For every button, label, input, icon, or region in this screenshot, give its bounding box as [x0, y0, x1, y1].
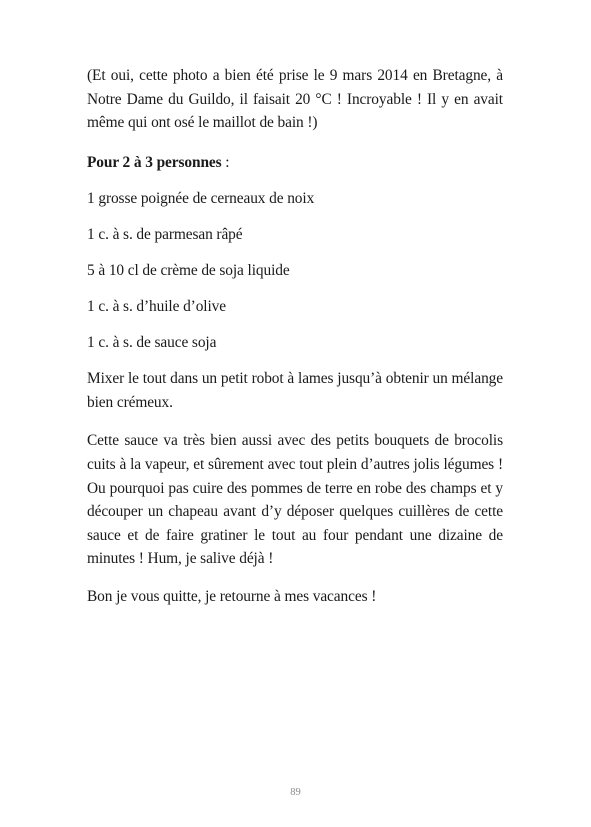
method-paragraph: Mixer le tout dans un petit robot à lames jusqu’à obtenir un mélange bien crémeux. [87, 370, 503, 411]
servings-heading [87, 151, 503, 175]
servings-colon: : [221, 153, 230, 171]
closing-paragraph: Bon je vous quitte, je retourne à mes vacances ! [87, 588, 377, 606]
page-number: 89 [290, 787, 301, 798]
ingredient-item: 1 grosse poignée de cerneaux de noix [87, 190, 315, 208]
ingredient-item: 1 c. à s. de sauce soja [87, 334, 217, 352]
intro-paragraph: (Et oui, cette photo a bien été prise le 9 mars 2014 en Bretagne, à Notre Dame du Guildo, il faisait 20 °C ! Incroyable ! Il y en avait même qui ont osé le maillot de bain !) [87, 67, 503, 132]
ingredient-item: 1 c. à s. de parmesan râpé [87, 226, 243, 244]
page-body [87, 64, 503, 609]
ingredient-item: 5 à 10 cl de crème de soja liquide [87, 262, 290, 280]
serving-suggestion-paragraph: Cette sauce va très bien aussi avec des petits bouquets de brocolis cuits à la vapeur, et sûrement avec tout plein d’autres jolis légumes ! Ou pourquoi pas cuire des pommes de terre en robe des champs et y découper un chapeau avant d’y déposer quelques cuillères de cette sauce et de faire gratiner le tout au four pendant une dizaine de minutes ! Hum, je salive déjà ! [87, 432, 503, 568]
servings-label: Pour 2 à 3 personnes [87, 153, 222, 171]
ingredients-list [87, 187, 503, 355]
ingredient-item: 1 c. à s. d’huile d’olive [87, 298, 226, 316]
